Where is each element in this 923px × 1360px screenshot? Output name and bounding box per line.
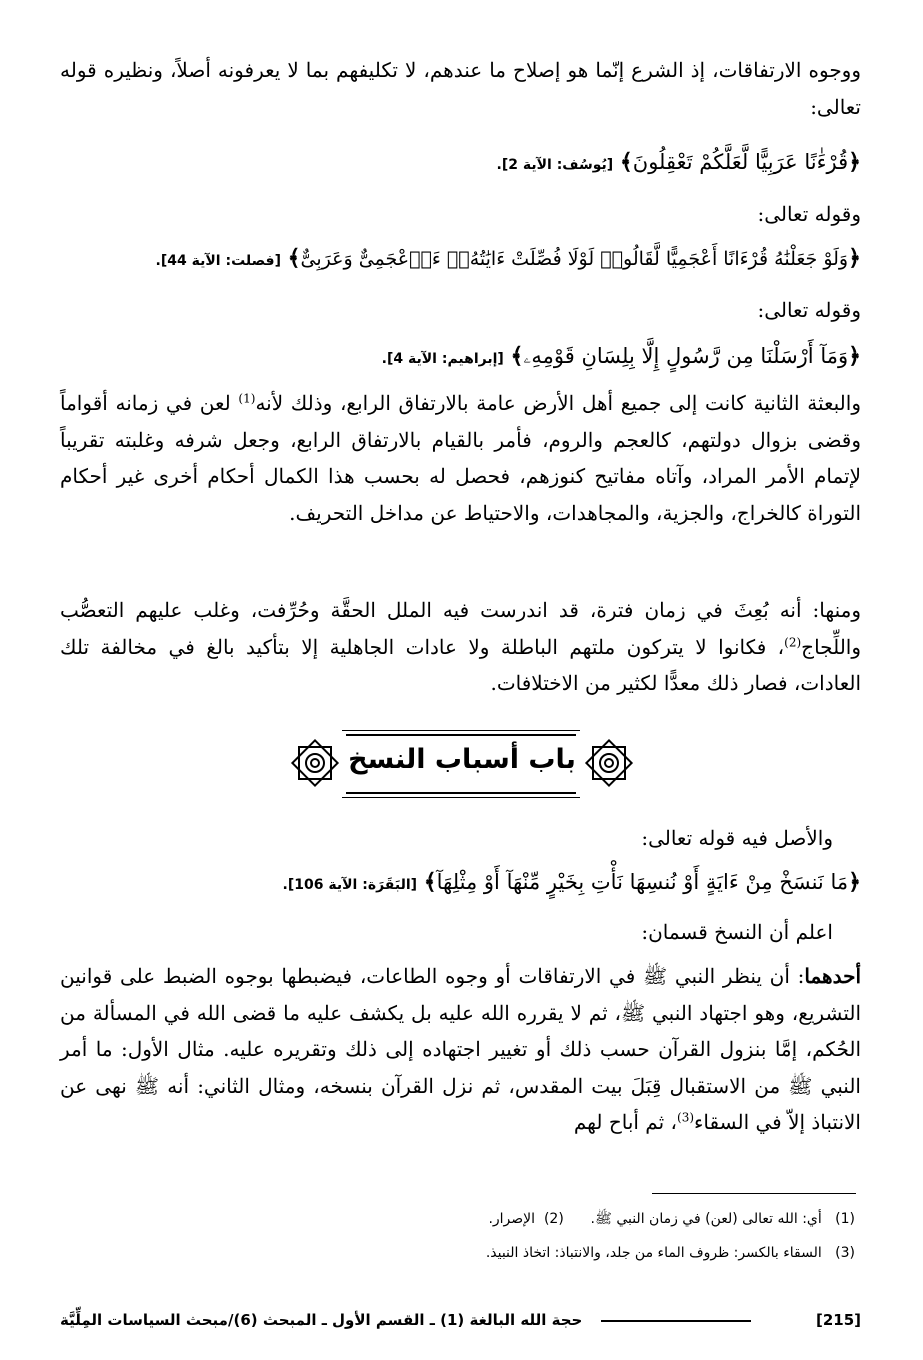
line-origin: والأصل فيه قوله تعالى: bbox=[641, 826, 833, 850]
verse-close-bracket: ﴾ bbox=[287, 245, 301, 271]
ornament-star-icon-left bbox=[286, 732, 344, 794]
paragraph-text: ووجوه الارتفاقات، إذ الشرع إنّما هو إصلاح ما عندهم، لا تكليفهم بما لا يعرفونه أصلاً، ونظيره قوله تعالى: bbox=[60, 58, 861, 119]
verse-open-bracket: ﴿ bbox=[848, 343, 861, 369]
page-footer bbox=[60, 1305, 861, 1335]
footnote-text: أي: الله تعالى (لعن) في زمان النبي ﷺ. bbox=[590, 1211, 822, 1227]
verse-text: وَلَوْ جَعَلْنَٰهُ قُرْءَانًا أَعْجَمِيًّا لَّقَالُوا۟ لَوْلَا فُصِّلَتْ ءَايَٰتُهُۥٓ ءَا۬عْجَمِىٌّ وَعَرَبِىٌّ bbox=[300, 248, 849, 270]
quran-verse-4 bbox=[283, 862, 861, 905]
paragraph-intro bbox=[60, 52, 861, 125]
page-number: [215] bbox=[815, 1311, 861, 1329]
paragraph-second-mission bbox=[60, 385, 861, 531]
verse-open-bracket: ﴿ bbox=[848, 149, 861, 175]
verse-close-bracket: ﴾ bbox=[619, 149, 633, 175]
paragraph-text: والبعثة الثانية كانت إلى جميع أهل الأرض عامة بالارتفاق الرابع، وذلك لأنه bbox=[255, 391, 861, 415]
paragraph-text: ، فكانوا لا يتركون ملتهم الباطلة ولا عادات الجاهلية إلا بتأكيد بالغ في مخالفة تلك العادات، فصار ذلك معدًّا لكثير من الاختلافات. bbox=[60, 634, 861, 695]
quran-verse-3 bbox=[382, 336, 861, 379]
line-two-types: اعلم أن النسخ قسمان: bbox=[641, 920, 833, 944]
verse-text: مَا نَنسَخْ مِنْ ءَايَةٍ أَوْ نُنسِهَا نَأْتِ بِخَيْرٍ مِّنْهَآ أَوْ مِثْلِهَآ bbox=[436, 870, 849, 894]
paragraph-text: لعن في زمانه أقواماً وقضى بزوال دولتهم، كالعجم والروم، فأمر بالقيام بالارتفاق الرابع، وجعل شرفه وغلبته تقريباً لإتمام الأمر المراد، وآتاه مفاتيح كنوزهم، فحصل له بحسب هذا الكمال أحكام أخرى غير أحكام التوراة كالخراج، والجزية، والمجاهدات، والاحتياط عن مداخل التحريف. bbox=[60, 391, 861, 525]
paragraph-text: ، ثم أباح لهم bbox=[573, 1110, 677, 1134]
footnote-marker-3: (3) bbox=[677, 1110, 695, 1125]
line-and-his-saying-1: وقوله تعالى: bbox=[757, 202, 861, 226]
footnote-line-2 bbox=[486, 1240, 855, 1266]
verse-reference: [فصلت: الآية 44]. bbox=[155, 253, 281, 269]
paragraph-lead: أحدهما bbox=[804, 964, 861, 988]
footnote-number: (1) bbox=[835, 1211, 855, 1227]
footnote-line-1 bbox=[488, 1206, 855, 1232]
verse-reference: [إبراهيم: الآية 4]. bbox=[381, 351, 504, 367]
paragraph-text: : أن ينظر النبي ﷺ في الارتفاقات أو وجوه الطاعات، فيضبطها بوجوه الضبط على قوانين التشريع، وهو اجتهاد النبي ﷺ، ثم لا يقرره الله عليه بل يكشف عليه ما قضى الله في المسألة من الحُكم، إمَّا بنزول القرآن حسب ذلك أو تغيير اجتهاده إلى ذلك وتقريره عليه. مثال الأول: ما أمر النبي ﷺ من الاستقبال قِبَلَ بيت المقدس، ثم نزل القرآن بنسخه، ومثال الثاني: أنه ﷺ نهى عن الانتباذ إلاّ في السقاء bbox=[60, 964, 861, 1134]
running-head: حجة الله البالغة (1) ـ القسم الأول ـ المبحث (6)/مبحث السياسات المِلِّيَّة bbox=[60, 1311, 583, 1329]
footnote-separator bbox=[652, 1193, 856, 1194]
footnote-number: (3) bbox=[835, 1245, 855, 1261]
paragraph-text: ومنها: أنه بُعِثَ في زمان فترة، قد اندرست فيه الملل الحقَّة وحُرِّفت، وغلب عليهم التعصُّب واللِّجاج bbox=[60, 598, 861, 659]
footer-rule bbox=[601, 1320, 751, 1322]
verse-reference: [البَقَرَة: الآية 106]. bbox=[282, 877, 418, 893]
verse-open-bracket: ﴿ bbox=[848, 869, 861, 895]
verse-reference: [يُوسُف: الآية 2]. bbox=[496, 157, 614, 173]
paragraph-first-type bbox=[60, 958, 861, 1141]
paragraph-among-them bbox=[60, 592, 861, 702]
line-and-his-saying-2: وقوله تعالى: bbox=[757, 298, 861, 322]
chapter-title: باب أسباب النسخ bbox=[348, 744, 576, 775]
footnote-marker-2: (2) bbox=[784, 634, 802, 649]
footnote-text: السقاء بالكسر: ظروف الماء من جلد، والانتباذ: اتخاذ النبيذ. bbox=[485, 1245, 822, 1261]
verse-text: وَمَآ أَرْسَلْنَا مِن رَّسُولٍ إِلَّا بِلِسَانِ قَوْمِهِۦ bbox=[523, 344, 849, 368]
verse-close-bracket: ﴾ bbox=[423, 869, 437, 895]
footnote-marker-1: (1) bbox=[238, 391, 256, 406]
footnote-text: الإصرار. bbox=[488, 1211, 536, 1227]
verse-close-bracket: ﴾ bbox=[510, 343, 524, 369]
verse-text: قُرْءَٰنًا عَرَبِيًّا لَّعَلَّكُمْ تَعْقِلُونَ bbox=[632, 150, 849, 174]
verse-open-bracket: ﴿ bbox=[848, 245, 861, 271]
quran-verse-1 bbox=[497, 142, 861, 185]
quran-verse-2 bbox=[156, 238, 861, 281]
chapter-heading bbox=[286, 732, 638, 794]
footnote-number: (2) bbox=[543, 1211, 564, 1227]
